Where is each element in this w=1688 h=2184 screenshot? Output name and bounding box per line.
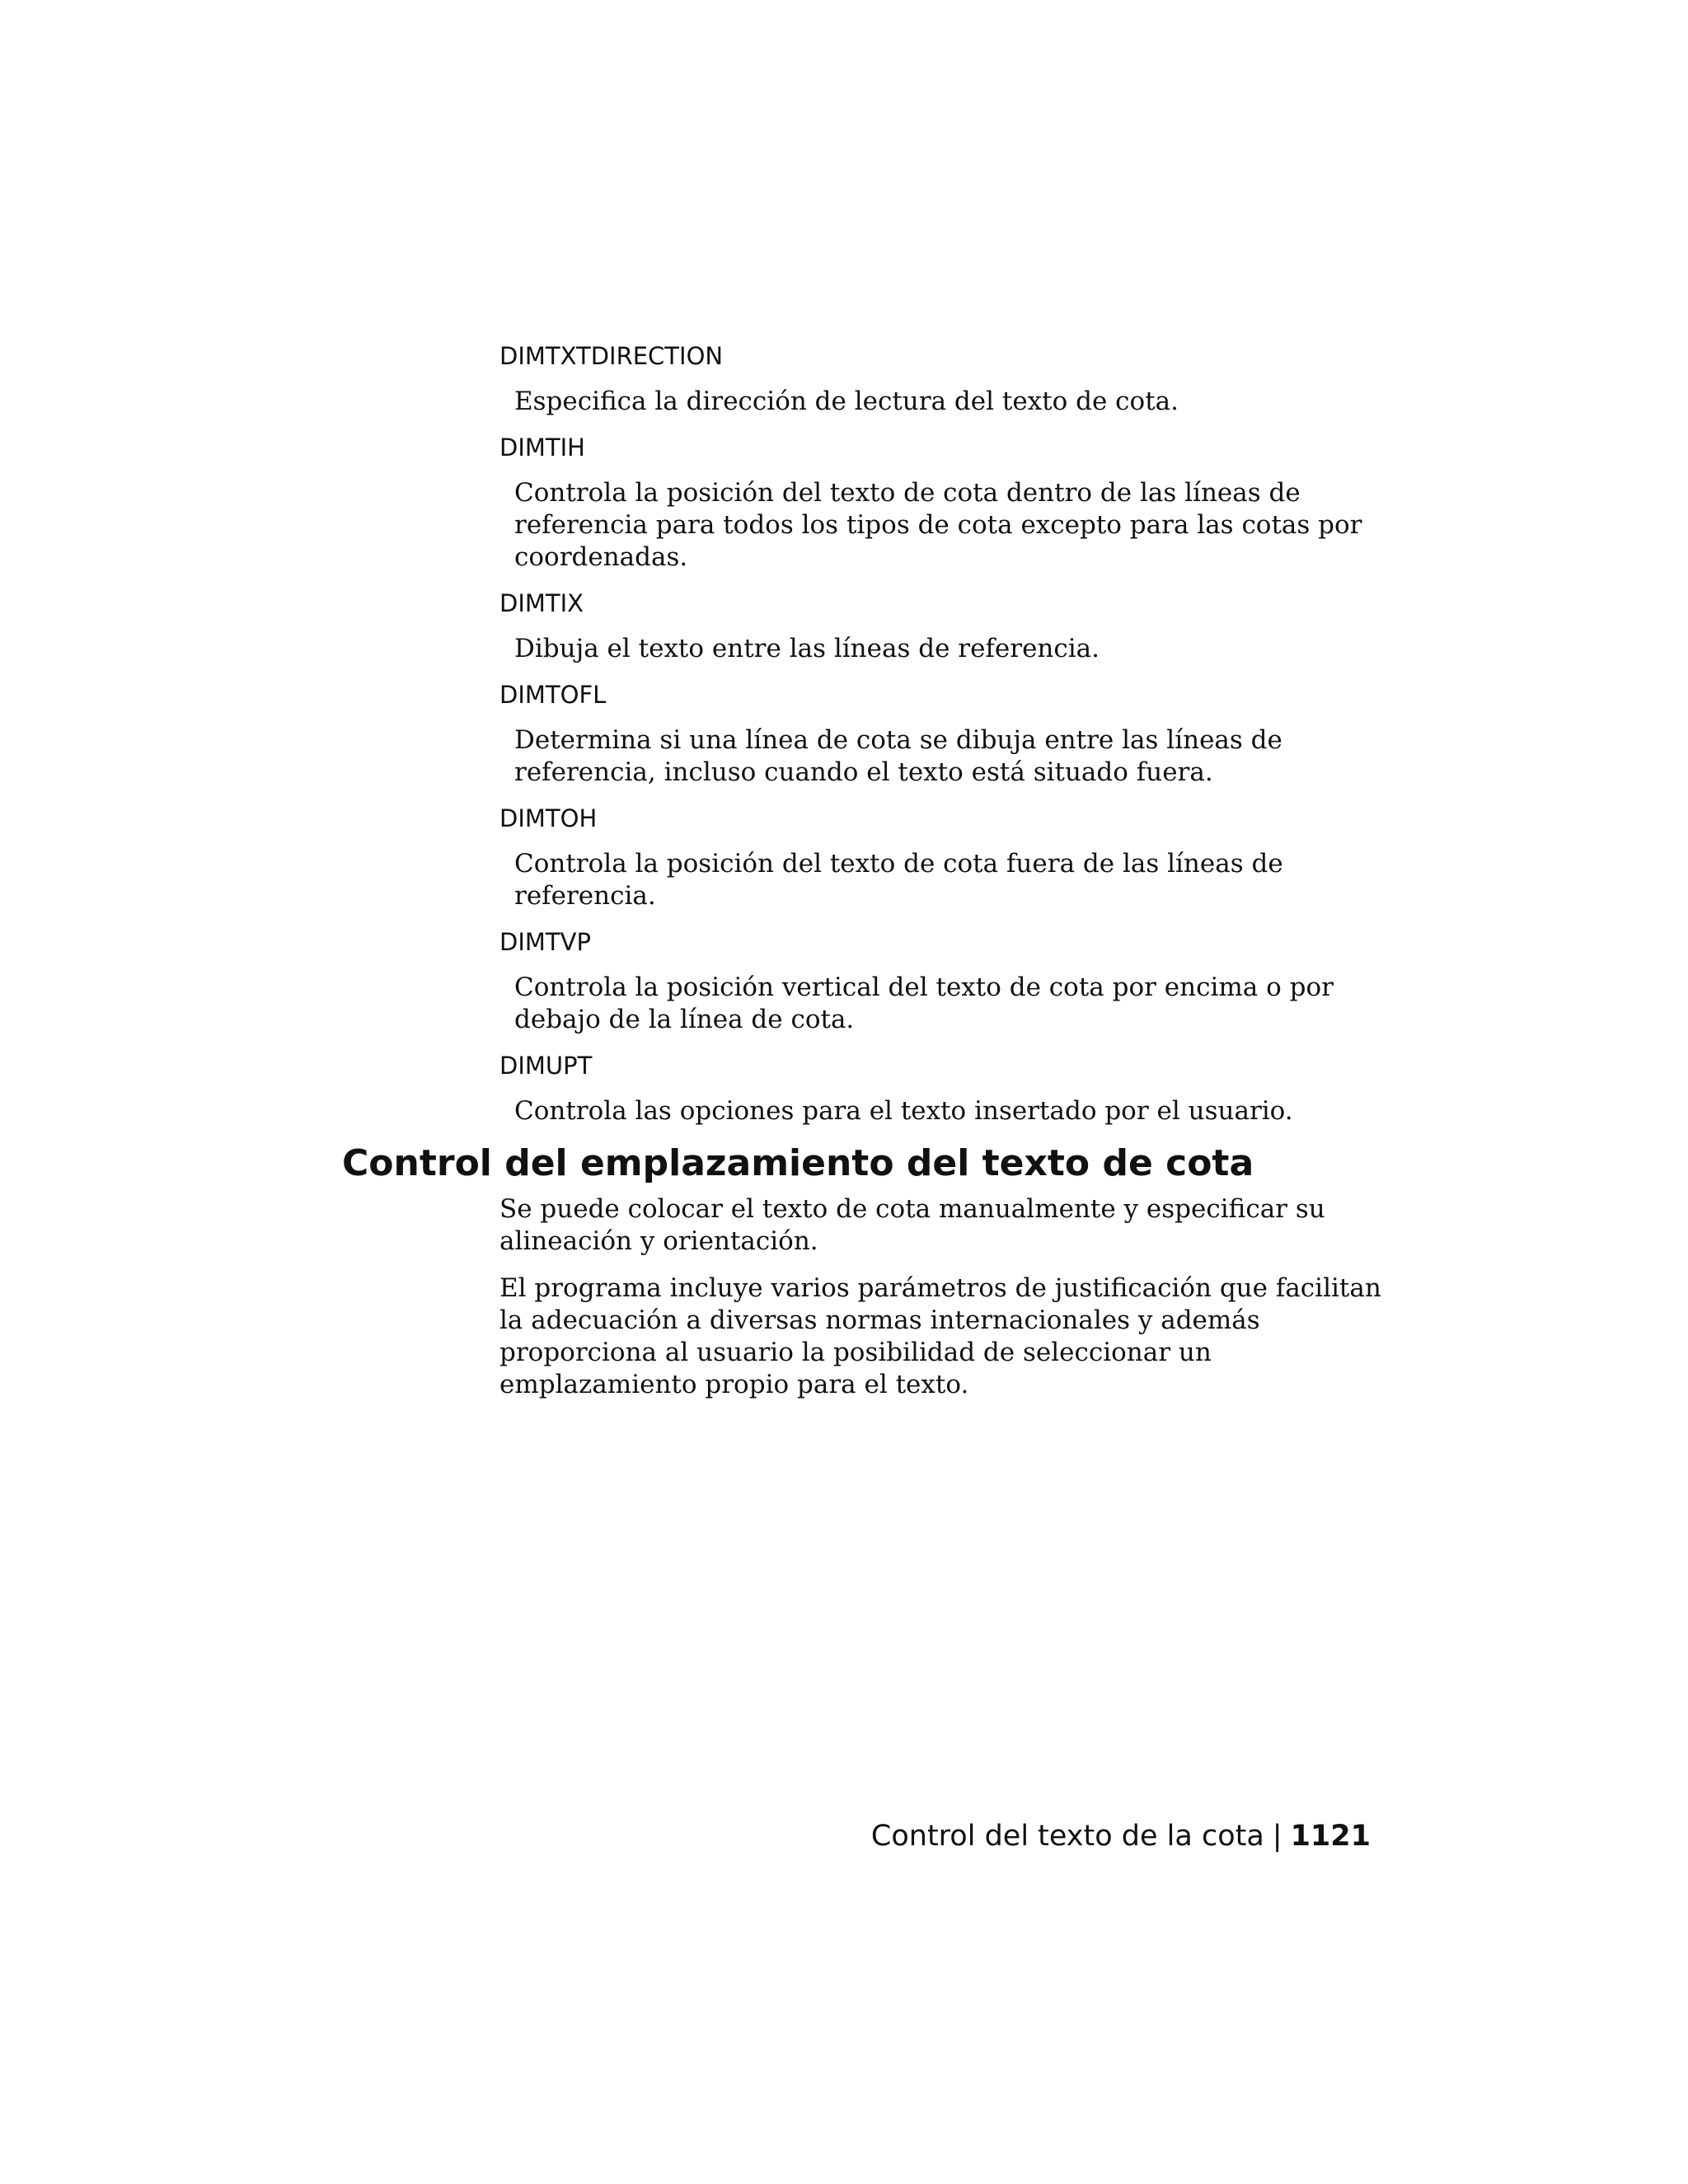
footer-separator: |: [1272, 1820, 1282, 1853]
section-paragraph: Se puede colocar el texto de cota manualmente y especificar su alineación y orientación.: [499, 1194, 1325, 1256]
description-dimtxtdirection: Especifica la dirección de lectura del texto de cota.: [514, 387, 1179, 416]
term-dimtix: DIMTIX: [499, 589, 584, 617]
term-dimupt: DIMUPT: [499, 1052, 593, 1080]
page-footer: [871, 1816, 1371, 1856]
description-dimtoh: Controla la posición del texto de cota fuera de las líneas de referencia.: [514, 849, 1283, 911]
variable-definition-list: [499, 340, 1381, 1141]
description-dimtix: Dibuja el texto entre las líneas de referencia.: [514, 634, 1100, 663]
term-dimtoh: DIMTOH: [499, 804, 598, 832]
term-dimtofl: DIMTOFL: [499, 681, 607, 709]
description-dimtvp: Controla la posición vertical del texto de cota por encima o por debajo de la línea de cota.: [514, 972, 1334, 1034]
section-paragraph: El programa incluye varios parámetros de justificación que facilitan la adecuación a diversas normas internacionales y además proporciona al usuario la posibilidad de seleccionar un emplazamiento propio para el texto.: [499, 1273, 1381, 1399]
description-dimtofl: Determina si una línea de cota se dibuja entre las líneas de referencia, incluso cuando el texto está situado fuera.: [514, 725, 1282, 787]
term-dimtih: DIMTIH: [499, 434, 585, 462]
page-number: 1121: [1290, 1820, 1371, 1853]
footer-chapter-title: Control del texto de la cota: [870, 1820, 1264, 1853]
section-heading: Control del emplazamiento del texto de cota: [342, 1142, 1254, 1184]
term-dimtxtdirection: DIMTXTDIRECTION: [499, 342, 724, 370]
term-dimtvp: DIMTVP: [499, 928, 591, 956]
description-dimtih: Controla la posición del texto de cota dentro de las líneas de referencia para todos los tipos de cota excepto para las cotas por coordenadas.: [514, 478, 1362, 572]
description-dimupt: Controla las opciones para el texto insertado por el usuario.: [514, 1096, 1293, 1126]
section-body: [499, 1193, 1381, 1416]
